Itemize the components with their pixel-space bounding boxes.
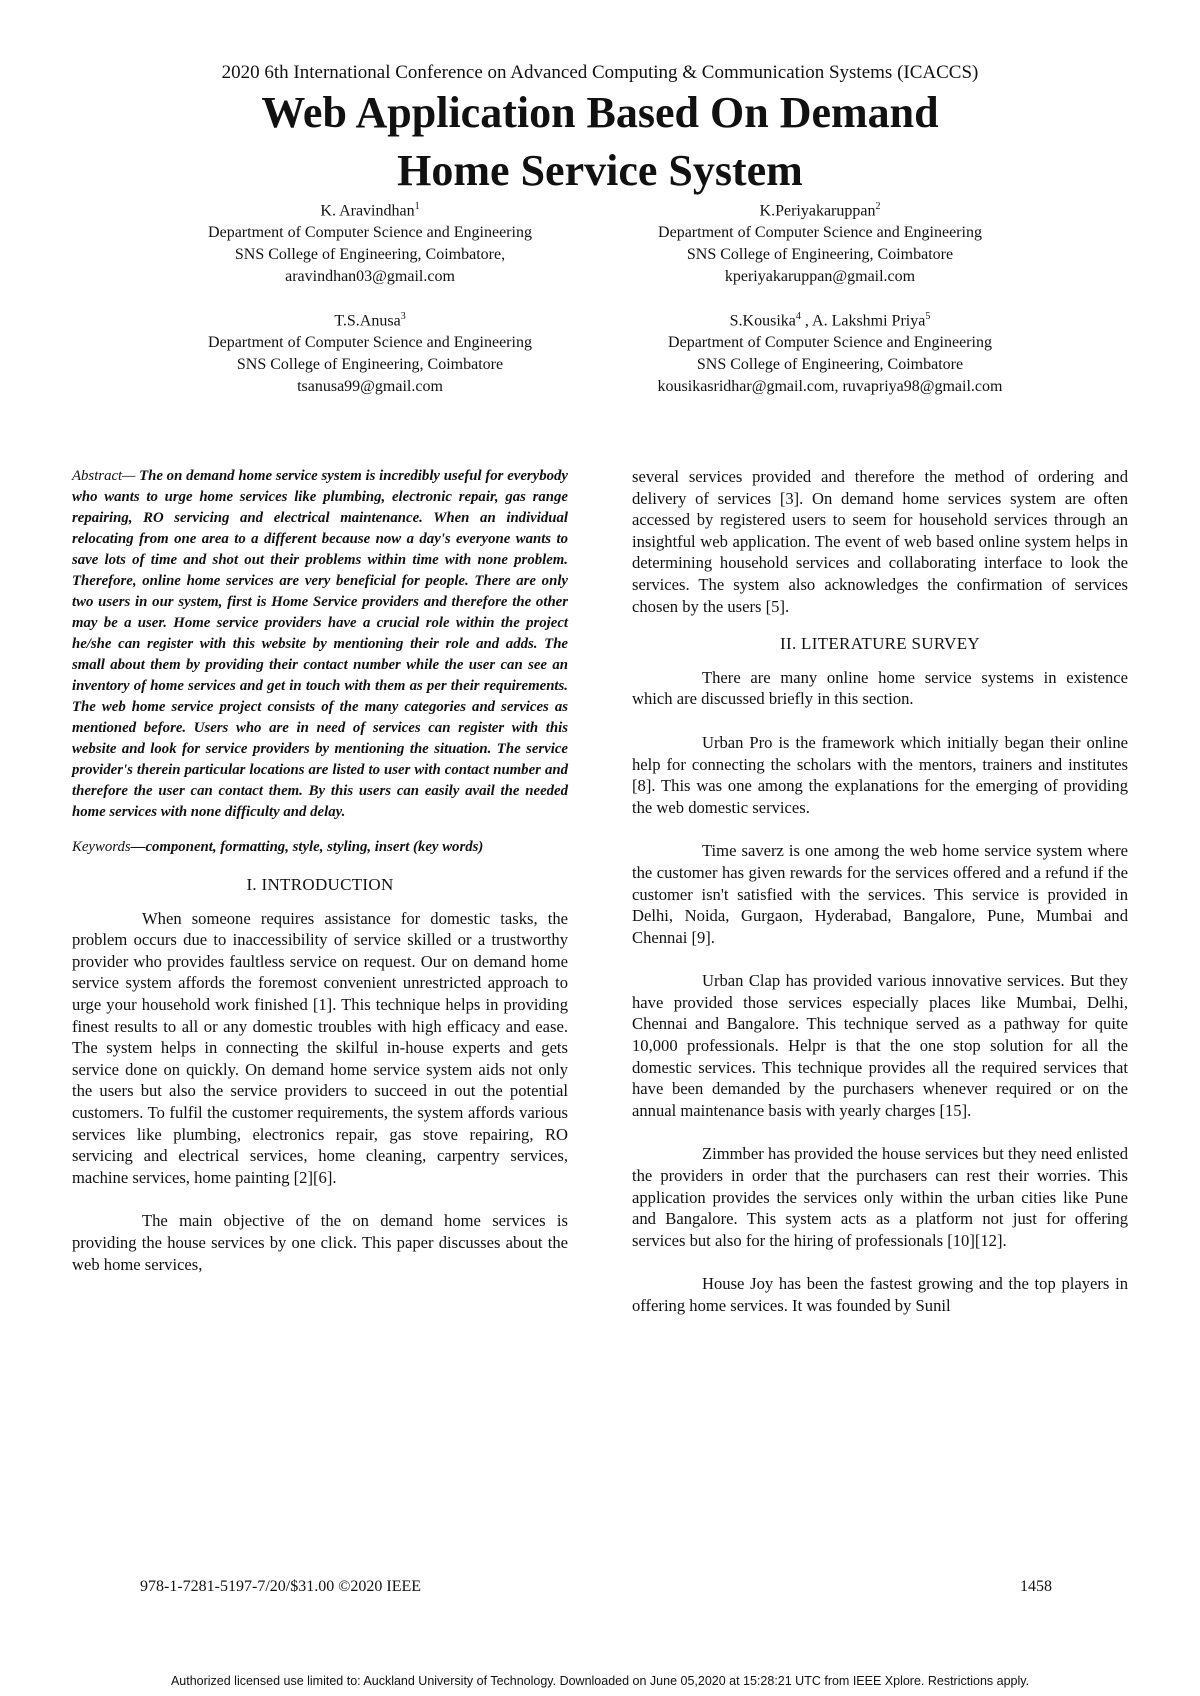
- author-name-2: , A. Lakshmi Priya: [800, 312, 926, 330]
- author-sup-2: 5: [925, 311, 931, 322]
- author-email: kperiyakaruppan@gmail.com: [724, 268, 916, 286]
- author-block-1: [170, 196, 570, 288]
- literature-paragraph-1: There are many online home service systems in existence which are discussed briefly in this section.: [632, 667, 1128, 709]
- author-sup: 4: [795, 311, 801, 322]
- author-block-3: [170, 306, 570, 398]
- author-college: SNS College of Engineering, Coimbatore,: [234, 246, 506, 264]
- section-heading-introduction: I. INTRODUCTION: [246, 875, 394, 894]
- author-email: kousikasridhar@gmail.com, ruvapriya98@gmail.com: [657, 378, 1003, 396]
- section-heading-literature-survey: II. LITERATURE SURVEY: [780, 634, 980, 654]
- author-name: T.S.Anusa: [334, 312, 401, 330]
- keywords-label: Keywords: [72, 839, 131, 855]
- conference-header: 2020 6th International Conference on Advanced Computing & Communication Systems (ICACCS): [221, 62, 979, 83]
- author-name: K.Periyakaruppan: [759, 202, 876, 220]
- left-column: [72, 466, 568, 1275]
- license-notice: Authorized licensed use limited to: Auckland University of Technology. Downloaded on June 05,2020 at 15:28:21 UTC from IEEE Xplore. Restrictions apply.: [170, 1674, 1030, 1688]
- literature-paragraph-4: Urban Clap has provided various innovative services. But they have provided those services especially places like Mumbai, Delhi, Chennai and Bangalore. This technique served as a pathway for quite 10,000 professionals. Helpr is that the one stop solution for all the domestic services. This technique provides all the required services that have been demanded by the purchasers whenever required or on the annual maintenance basis with yearly charges [15].: [632, 971, 1128, 1120]
- author-sup: 1: [414, 201, 420, 212]
- author-email: tsanusa99@gmail.com: [297, 378, 443, 396]
- right-column: [632, 466, 1128, 1317]
- author-email: aravindhan03@gmail.com: [285, 268, 455, 286]
- author-sup: 2: [875, 201, 881, 212]
- author-college: SNS College of Engineering, Coimbatore: [236, 356, 504, 374]
- author-block-4: [620, 306, 1040, 398]
- author-college: SNS College of Engineering, Coimbatore: [686, 246, 954, 264]
- author-name: K. Aravindhan: [320, 202, 415, 220]
- intro-paragraph-1: When someone requires assistance for domestic tasks, the problem occurs due to inaccessibility of service skilled or a trustworthy provider who provides faultless service on request. Our on demand home service system affords the foremost convenient unrestricted approach to urge your household work finished [1]. This technique helps in providing finest results to all or any domestic troubles with high efficacy and ease. The system helps in connecting the skilful in-house experts and gets service done on quickly. On demand home service system aids not only the users but also the service providers to succeed in out the potential customers. To fulfil the customer requirements, the system affords various services like plumbing, electronics repair, gas stove repairing, RO servicing and electrical services, home cleaning, carpentry services, machine services, home painting [2][6].: [72, 908, 568, 1187]
- author-college: SNS College of Engineering, Coimbatore: [696, 356, 964, 374]
- abstract-label: Abstract—: [72, 468, 136, 484]
- abstract: [72, 466, 568, 823]
- keywords: [72, 837, 568, 858]
- footer-isbn: 978-1-7281-5197-7/20/$31.00 ©2020 IEEE: [140, 1578, 422, 1595]
- author-block-2: [620, 196, 1020, 288]
- intro-paragraph-2: The main objective of the on demand home services is providing the house services by one click. This paper discusses about the web home services,: [72, 1211, 568, 1274]
- title-line-2: Home Service System: [397, 146, 803, 195]
- literature-paragraph-2: Urban Pro is the framework which initially began their online help for connecting the scholars with the mentors, trainers and institutes [8]. This was one among the explanations for the emerging of providing the web domestic services.: [632, 732, 1128, 817]
- keywords-text: —component, formatting, style, styling, insert (key words): [130, 839, 484, 855]
- author-dept: Department of Computer Science and Engineering: [208, 334, 532, 352]
- author-name: S.Kousika: [729, 312, 796, 330]
- page-number: 1458: [1020, 1578, 1052, 1595]
- title-line-1: Web Application Based On Demand: [261, 88, 939, 137]
- literature-paragraph-6: House Joy has been the fastest growing and the top players in offering home services. It was founded by Sunil: [632, 1274, 1128, 1315]
- literature-paragraph-3: Time saverz is one among the web home service system where the customer has given rewards for the services offered and a refund if the customer isn't satisfied with the services. This service is provided in Delhi, Noida, Gurgaon, Hyderabad, Bangalore, Pune, Mumbai and Chennai [9].: [632, 841, 1128, 947]
- literature-paragraph-5: Zimmber has provided the house services but they need enlisted the providers in order that the purchasers can rest their worries. This application provides the services only within the urban cities like Pune and Bangalore. This system acts as a platform not just for offering services but also for the hiring of professionals [10][12].: [632, 1144, 1128, 1250]
- author-dept: Department of Computer Science and Engineering: [658, 224, 982, 242]
- author-dept: Department of Computer Science and Engineering: [668, 334, 992, 352]
- abstract-text: The on demand home service system is incredibly useful for everybody who wants to urge home services like plumbing, electronic repair, gas range repairing, RO servicing and electrical maintenance. When an individual relocating from one area to a different because now a day's everyone wants to save lots of time and shot out their problems within time with none problem. Therefore, online home services are very beneficial for people. There are only two users in our system, first is Home Service providers and therefore the other may be a user. Home service providers have a crucial role within the project he/she can register with this website by mentioning their role and adds. The small about them by providing their contact number while the user can see an inventory of home services and get in touch with them as per their requirements. The web home service project consists of the many categories and services as mentioned before. Users who are in need of services can register with this website and look for service providers by mentioning the situation. The service provider's therein particular locations are listed to user with contact number and therefore the user can contact them. By this users can easily avail the needed home services with none difficulty and delay.: [72, 468, 568, 820]
- intro-continued-paragraph: several services provided and therefore the method of ordering and delivery of services [3]. On demand home services system are often accessed by registered users to seem for household services through an insightful web application. The event of web based online system helps in determining household services and collaborating interface to look the services. The system also acknowledges the confirmation of services chosen by the users [5].: [632, 467, 1128, 616]
- author-dept: Department of Computer Science and Engineering: [208, 224, 532, 242]
- author-sup: 3: [400, 311, 406, 322]
- paper-title: [0, 84, 1200, 200]
